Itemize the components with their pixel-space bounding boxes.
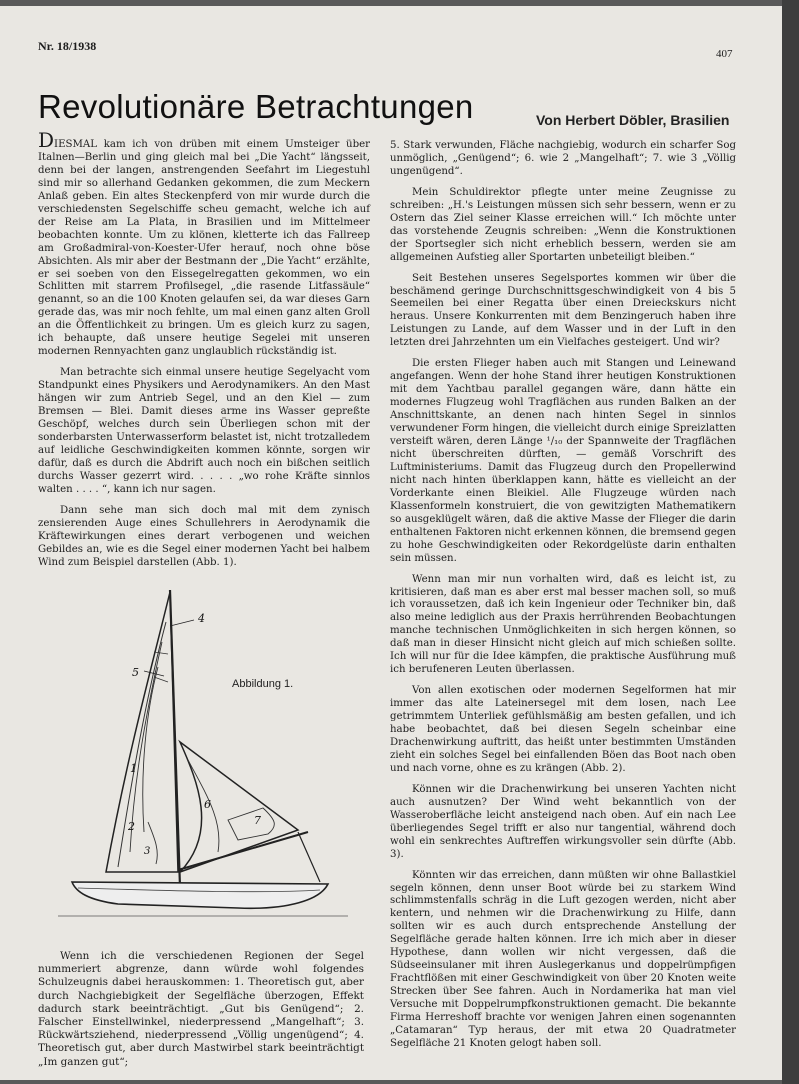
paragraph: Dann sehe man sich doch mal mit dem zynisch zensierenden Auge eines Schullehrers in Aerodynamik die Kräftewirkungen eines derart verbogenen und weichen Gebildes an, wie es die Segel einer modernen Yacht bei halbem Wind zum Beispiel darstellen (Abb. 1).: [38, 504, 370, 568]
right-column: [390, 140, 736, 1059]
left-column: [38, 128, 370, 578]
article-title: Revolutionäre Betrachtungen: [38, 88, 474, 125]
label-3: 3: [144, 846, 151, 857]
drop-cap: D: [38, 128, 55, 152]
paragraph: 5. Stark verwunden, Fläche nachgiebig, wodurch ein scharfer Sog unmöglich, „Genügend“; 6. wie 2 „Mangelhaft“; 7. wie 3 „Völlig ungenügend“.: [390, 140, 736, 177]
label-6: 6: [204, 798, 211, 811]
paragraph: Von allen exotischen oder modernen Segelformen hat mir immer das alte Lateinersegel mit dem losen, nach Lee getrimmtem Unterliek gefühlsmäßig am besten gefallen, und ich habe beobachtet, daß bei diesen Segeln scheinbar eine Drachenwirkung auftritt, das heißt unter bestimmten Umständen zieht ein solches Segel bei einfallenden Böen das Boot nach oben und nach vorne, ohne es zu krängen (Abb. 2).: [390, 685, 736, 774]
label-2: 2: [128, 820, 135, 833]
paragraph: Wenn ich die verschiedenen Regionen der Segel nummeriert abgrenze, dann würde wohl folgendes Schulzeugnis dabei herauskommen: 1. Theoretisch gut, aber durch Nachgiebigkeit der Segelfläche überzogen, Effekt dadurch stark beeinträchtigt. „Gut bis Genügend“; 2. Falscher Einstellwinkel, niederpressend „Mangelhaft“; 3. Rückwärtsziehend, niederpressend „Völlig ungenügend“; 4. Theoretisch gut, aber durch Mastwirbel stark beeinträchtigt „Im ganzen gut“;: [38, 950, 364, 1068]
issue-number: Nr. 18/1938: [38, 39, 97, 53]
paragraph: Man betrachte sich einmal unsere heutige Segelyacht vom Standpunkt eines Physikers und Aerodynamikers. An den Mast hängen wir zum Antrieb Segel, und an den Kiel — zum Bremsen — Blei. Damit dieses arme ins Wasser gepreßte Geschöpf, welches durch sein Überliegen schon mit der sonderbarsten Unterwasserform belastet ist, nicht trotzalledem auf leidliche Geschwindigkeiten kommen könnte, sorgen wir dafür, daß es durch die Abdrift auch noch ein bißchen seitlich durchs Wasser gezerrt wird. . . . . „wo rohe Kräfte sinnlos walten . . . . “, kann ich nur sagen.: [38, 367, 370, 495]
page-number: 407: [716, 48, 733, 60]
paragraph: Können wir die Drachenwirkung bei unseren Yachten nicht auch ausnutzen? Der Wind weht bekanntlich von der Wasseroberfläche leicht ansteigend nach oben. Auf ein nach Lee überliegendes Segel trifft er also nur tangential, während doch wohl ein senkrechtes Auftreffen wirkungsvoller sein dürfte (Abb. 3).: [390, 783, 736, 860]
paragraph: Die ersten Flieger haben auch mit Stangen und Leinewand angefangen. Wenn der hohe Stand ihrer heutigen Konstruktionen mit dem Yachtbau parallel gegangen wäre, dann hätte ein modernes Flugzeug wohl Tragflächen aus runden Balken an der Anschnittskante, an denen nach hinten Segel in sinnlos verwundener Form hingen, die vielleicht durch einige Spreizlatten versteift wären, deren Länge ¹/₁₀ der Spannweite der Tragflächen nicht überschreiten dürften, — gemäß Vorschrift des Luftministeriums. Damit das Flugzeug durch den Propellerwind nicht nach hinten überklappen kann, hätte es vielleicht an der Vorderkante einen Bleikiel. Alle Flugzeuge würden nach Klassenformeln konstruiert, die von gewitzigten Mathematikern so ausgeklügelt wären, daß die aktive Masse der Flieger die darin enthaltenen Faktoren nicht erkennen können, die bremsend gegen zu hohe Geschwindigkeiten oder Rekordgelüste darin enthalten sein müssen.: [390, 358, 736, 564]
mainsail: [106, 592, 178, 872]
label-4: 4: [198, 612, 205, 625]
label-5: 5: [132, 666, 139, 679]
sailboat-diagram: [58, 582, 358, 922]
magazine-page: [0, 6, 782, 1080]
label-1: 1: [130, 762, 137, 775]
hull: [72, 882, 328, 908]
bottom-left-column: [38, 950, 364, 1069]
page-binding-edge: [782, 0, 799, 1084]
paragraph: Mein Schuldirektor pflegte unter meine Zeugnisse zu schreiben: „H.'s Leistungen müssen sich sehr bessern, wenn er zu Ostern das Ziel seiner Klasse erreichen will.“ Ich möchte unter das vorstehende Zeugnis schreiben: „Wenn die Konstruktionen der Sportsegler sich nicht erheblich bessern, werden sie am allgemeinen Aufstieg aller Sportarten unbeteiligt bleiben.“: [390, 186, 736, 263]
paragraph: Seit Bestehen unseres Segelsportes kommen wir über die beschämend geringe Durchschnittsgeschwindigkeit von 4 bis 5 Seemeilen bei einer Regatta über einen Dreieckskurs nicht heraus. Unsere Konkurrenten mit dem Benzingeruch haben ihre Leistungen zu Lande, auf dem Wasser und in der Luft in den letzten drei Jahrzehnten um ein Vielfaches gesteigert. Und wir?: [390, 272, 736, 349]
paragraph: DIESMAL kam ich von drüben mit einem Umsteiger über Italnen—Berlin und ging gleich mal bei „Die Yacht“ längsseit, denn bei der langen, anstrengenden Seefahrt im Liegestuhl sind mir so allerhand Gedanken gekommen, die zum Meckern Anlaß geben. Ein altes Steckenpferd von mir wurde durch die verschiedensten Segelschiffe scheu gemacht, welche ich auf der Reise am La Plata, in Brasilien und im Mittelmeer beobachten konnte. Um zu klönen, kletterte ich das Fallreep am Großadmiral-von-Koester-Ufer herauf, noch ohne böse Absichten. Als mir aber der Bestmann der „Die Yacht“ erzählte, er sei soeben von den Eissegelregatten gekommen, wo ein Schlitten mit starrem Profilsegel, „die rasende Litfassäule“ genannt, so an die 100 Knoten gelaufen sei, da war dieses Garn gerade das, was mir noch fehlte, um mal einen ganz alten Groll an die Öffentlichkeit zu bringen. Um es gleich kurz zu sagen, ich behaupte, daß unsere heutige Segelei mit unseren modernen Rennyachten ganz unglaublich rückständig ist.: [38, 128, 370, 358]
label-7: 7: [254, 814, 261, 827]
article-byline: Von Herbert Döbler, Brasilien: [536, 112, 730, 128]
figure-caption: Abbildung 1.: [232, 678, 294, 690]
paragraph: Könnten wir das erreichen, dann müßten wir ohne Ballastkiel segeln können, denn unser Boot würde bei zu starkem Wind schlimmstenfalls schräg in die Luft gezogen werden, nicht aber kentern, und nehmen wir die Drachenwirkung zu Hilfe, dann sollten wir es auch durch entsprechende Anstellung der Segelfläche gerade halten können. Irre ich mich aber in dieser Hypothese, dann wollen wir nicht vergessen, daß die Südseeinsulaner mit ihren Auslegerkanus und doppelrümpfigen Frachtflößen mit einer Geschwindigkeit von über 20 Knoten weite Strecken über See fahren. Auch in Nordamerika hat man viel Versuche mit Doppelrumpfkonstruktionen gemacht. Die bekannte Firma Herreshoff brachte vor wenigen Jahren einen sogenannten „Catamaran“ Typ heraus, der mit etwa 20 Quadratmeter Segelfläche 21 Knoten gelogt haben soll.: [390, 869, 736, 1049]
paragraph: Wenn man mir nun vorhalten wird, daß es leicht ist, zu kritisieren, daß man es aber erst mal besser machen soll, so muß ich voraussetzen, daß ich kein Ingenieur oder Techniker bin, daß also meine lediglich aus der Praxis herrührenden Beobachtungen manche technischen Unmöglichkeiten in sich hergen können, so daß man in dieser Hinsicht nicht gleich auf mich schießen sollte. Ich will nur für die Idee kämpfen, die praktische Ausführung muß ich berufeneren Leuten überlassen.: [390, 573, 736, 676]
